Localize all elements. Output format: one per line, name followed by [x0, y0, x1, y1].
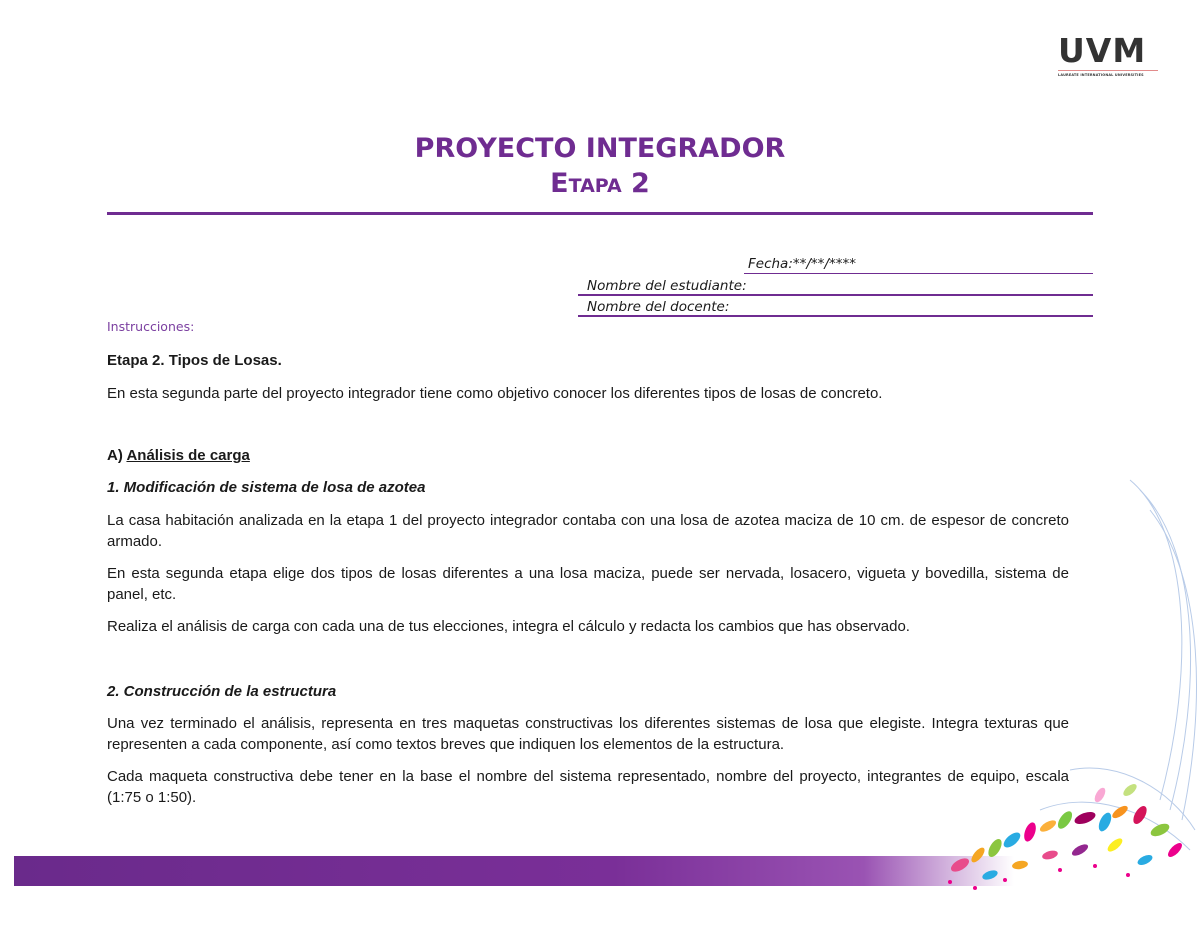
section-a-title: Análisis de carga: [126, 447, 250, 464]
page-title: PROYECTO INTEGRADOR: [414, 133, 786, 164]
intro-paragraph: [107, 383, 1069, 404]
decorative-flourish: [920, 470, 1200, 927]
item1-p3: Realiza el análisis de carga con cada una de tus elecciones, integra el cálculo y redacta los cambios que has observado.: [107, 618, 910, 635]
page-subtitle: Etapa 2: [550, 168, 650, 199]
student-name-label: Nombre del estudiante:: [587, 278, 747, 294]
stage-title-text: Etapa 2. Tipos de Losas.: [107, 352, 282, 369]
section-a-heading: [107, 445, 1069, 466]
date-underline: [744, 273, 1093, 274]
intro-text: En esta segunda parte del proyecto integrador tiene como objetivo conocer los diferentes tipos de losas de concreto.: [107, 385, 883, 402]
item1-title: 1. Modificación de sistema de losa de azotea: [107, 479, 426, 496]
item1-p1: La casa habitación analizada en la etapa 1 del proyecto integrador contaba con una losa de azotea maciza de 10 cm. de espesor de concreto armado.: [107, 512, 1069, 550]
section-a-prefix: A): [107, 447, 123, 464]
item1-p2: En esta segunda etapa elige dos tipos de losas diferentes a una losa maciza, puede ser nervada, losacero, vigueta y bovedilla, sistema de panel, etc.: [107, 565, 1069, 603]
logo-divider: [1058, 70, 1158, 71]
item2-p2: Cada maqueta constructiva debe tener en la base el nombre del sistema representado, nombre del proyecto, integrantes de equipo, escala (1:75 o 1:50).: [107, 768, 1069, 806]
teacher-name-label: Nombre del docente:: [587, 299, 730, 315]
title-divider: [107, 212, 1093, 215]
item2-title: 2. Construcción de la estructura: [107, 683, 337, 700]
logo-tagline: LAUREATE INTERNATIONAL UNIVERSITIES: [1058, 73, 1144, 77]
stage-title: [107, 350, 1069, 371]
item2-p1: Una vez terminado el análisis, representa en tres maquetas constructivas los diferentes sistemas de losa que elegiste. Integra texturas que representen a cada componente, así como textos breves que indiquen los elementos de la estructura.: [107, 715, 1069, 753]
teacher-name-line: [578, 315, 1093, 317]
uvm-logo: [1058, 31, 1160, 77]
student-name-line: [578, 294, 1093, 296]
footer-bar: [14, 856, 1014, 886]
logo-text: UVM: [1058, 31, 1147, 70]
instructions-label: Instrucciones:: [107, 319, 195, 334]
date-field: Fecha:**/**/****: [748, 256, 856, 272]
